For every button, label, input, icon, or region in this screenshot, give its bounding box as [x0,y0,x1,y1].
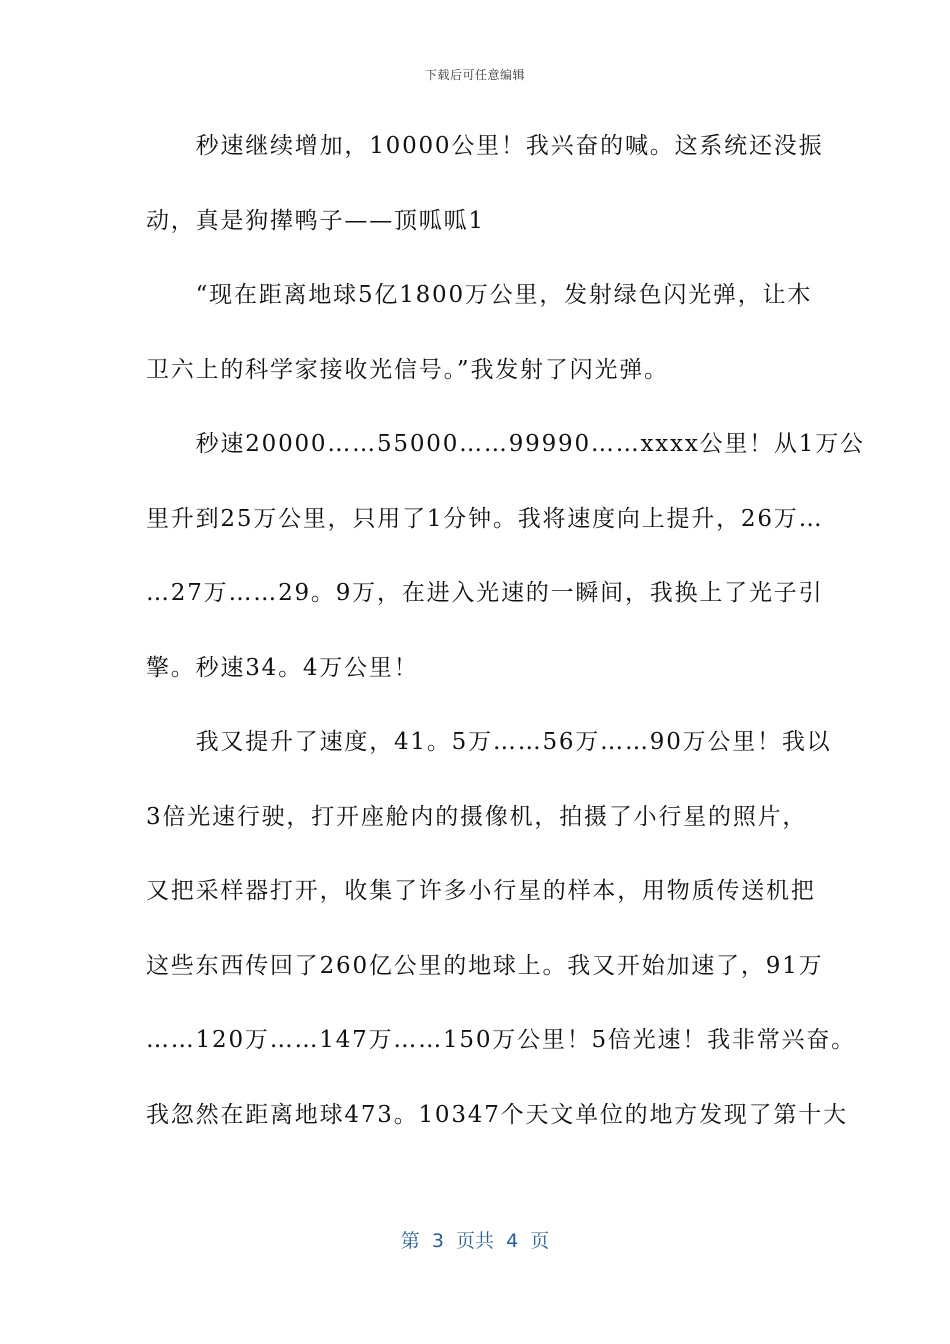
text-line: 擎。秒速34。4万公里！ [146,654,419,681]
text-line: 秒速20000……55000……99990……xxxx公里！从1万公 [146,431,865,457]
text-line: “现在距离地球5亿1800万公里，发射绿色闪光弹，让木 [146,282,813,308]
text-line: 卫六上的科学家接收光信号。”我发射了闪光弹。 [146,356,669,383]
text-line: 动，真是狗撵鸭子——顶呱呱1 [146,207,485,234]
text-line: 秒速继续增加，10000公里！我兴奋的喊。这系统还没振 [146,133,824,159]
text-line: 我忽然在距离地球473。10347个天文单位的地方发现了第十大 [146,1101,848,1128]
text-line: 又把采样器打开，收集了许多小行星的样本，用物质传送机把 [146,878,816,904]
text-line: 这些东西传回了260亿公里的地球上。我又开始加速了，91万 [146,952,824,979]
text-line: 3倍光速行驶，打开座舱内的摄像机，拍摄了小行星的照片， [146,803,808,830]
text-line: 里升到25万公里，只用了1分钟。我将速度向上提升，26万… [146,505,824,532]
page-header: 下载后可任意编辑 [424,68,525,82]
text-line: …27万……29。9万，在进入光速的一瞬间，我换上了光子引 [146,580,824,606]
document-body [146,123,865,1166]
text-line: ……120万……147万……150万公里！5倍光速！我非常兴奋。 [146,1027,856,1053]
page-number-footer: 第 3 页共 4 页 [400,1230,550,1252]
text-line: 我又提升了速度，41。5万……56万……90万公里！我以 [146,729,832,755]
